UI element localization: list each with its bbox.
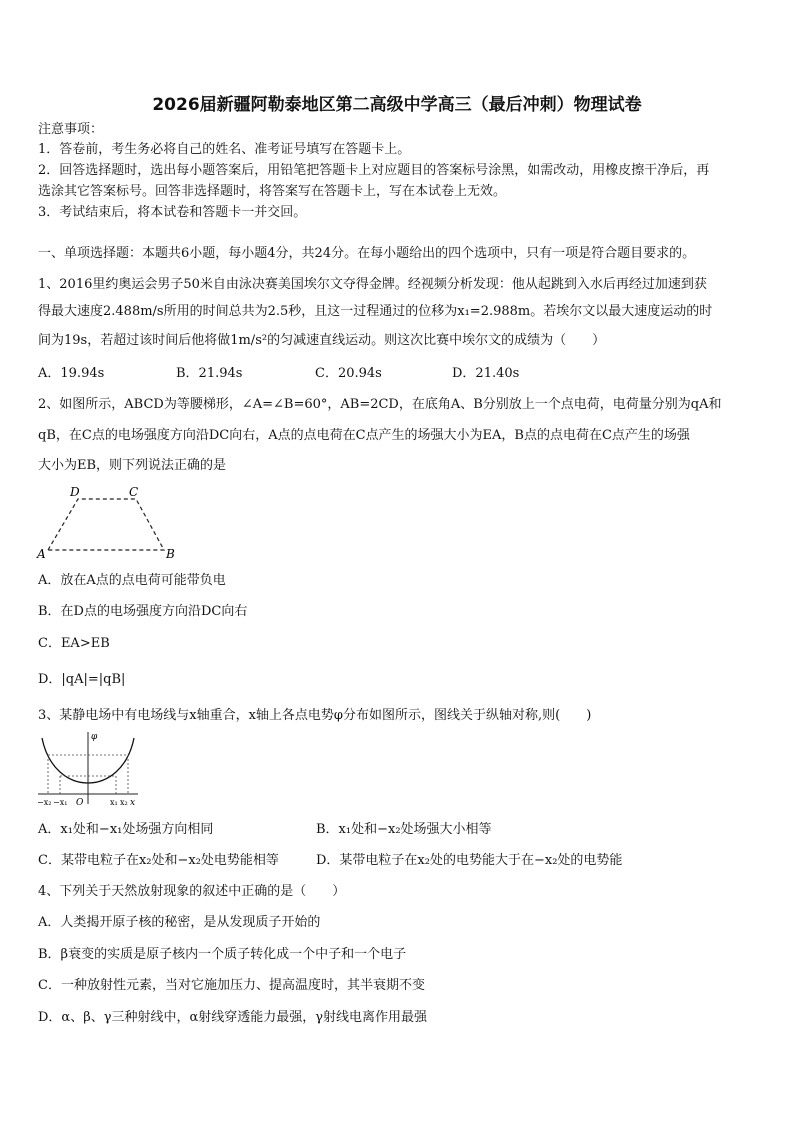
q2-option-a: A．放在A点的点电荷可能带负电 — [38, 573, 226, 588]
q1-option-d: D．21.40s — [452, 366, 520, 381]
q4-option-c: C．一种放射性元素，当对它施加压力、提高温度时，其半衰期不变 — [38, 978, 425, 993]
label-phi: φ — [91, 732, 98, 742]
question-3-text: 3、某静电场中有电场线与x轴重合，x轴上各点电势φ分布如图所示，图线关于纵轴对称,则( ) — [38, 708, 592, 723]
notice-heading: 注意事项： — [38, 122, 104, 137]
label-c: C — [129, 485, 139, 499]
notice-item: 1．答卷前，考生务必将自己的姓名、准考证号填写在答题卡上。 — [38, 142, 411, 157]
q2-option-c: C．EA>EB — [38, 636, 110, 651]
question-2-text: 大小为EB，则下列说法正确的是 — [38, 458, 227, 473]
q4-option-a: A．人类揭开原子核的秘密，是从发现质子开始的 — [38, 915, 321, 930]
section-heading: 一、单项选择题：本题共6小题，每小题4分，共24分。在每小题给出的四个选项中，只有一项是符合题目要求的。 — [38, 246, 696, 261]
notice-item: 2．回答选择题时，选出每小题答案后，用铅笔把答题卡上对应题目的答案标号涂黑，如需改动，用橡皮擦干净后，再 — [38, 163, 710, 178]
question-2-text: 2、如图所示，ABCD为等腰梯形，∠A=∠B=60°，AB=2CD，在底角A、B分别放上一个点电荷，电荷量分别为qA和 — [38, 397, 722, 412]
label-minus-x2: −x₂ — [37, 798, 52, 807]
label-d: D — [70, 485, 80, 499]
label-x2: x₂ — [120, 798, 128, 807]
q1-option-a: A．19.94s — [38, 366, 105, 381]
q3-option-d: D．某带电粒子在x₂处的电势能大于在−x₂处的电势能 — [316, 853, 623, 868]
q4-option-b: B．β衰变的实质是原子核内一个质子转化成一个中子和一个电子 — [38, 947, 407, 962]
label-x1: x₁ — [110, 798, 118, 807]
label-minus-x1: −x₁ — [53, 798, 68, 807]
page-title: 2026届新疆阿勒泰地区第二高级中学高三（最后冲刺）物理试卷 — [152, 95, 642, 115]
question-1-text: 1、2016里约奥运会男子50米自由泳决赛美国埃尔文夺得金牌。经视频分析发现：他从起跳到入水后再经过加速到获 — [38, 277, 707, 292]
label-b: B — [166, 547, 175, 560]
question-4-text: 4、下列关于天然放射现象的叙述中正确的是（ ） — [38, 884, 346, 899]
label-a: A — [37, 547, 46, 560]
q2-option-d: D．|qA|=|qB| — [38, 672, 126, 687]
q1-option-b: B．21.94s — [176, 366, 243, 381]
question-1-text: 间为19s，若超过该时间后他将做1m/s²的匀减速直线运动。则这次比赛中埃尔文的成绩为（ ） — [38, 333, 606, 348]
question-1-text: 得最大速度2.488m/s所用的时间总共为2.5秒，且这一过程通过的位移为x₁=2.988m。若埃尔文以最大速度运动的时 — [38, 304, 713, 319]
question-2-text: qB，在C点的电场强度方向沿DC向右，A点的点电荷在C点产生的场强大小为EA，B点的点电荷在C点产生的场强 — [38, 428, 690, 443]
label-o: O — [76, 798, 84, 808]
q3-option-b: B．x₁处和−x₂处场强大小相等 — [316, 822, 492, 837]
trapezoid-figure — [36, 484, 186, 560]
q2-option-b: B．在D点的电场强度方向沿DC向右 — [38, 604, 248, 619]
q4-option-d: D．α、β、γ三种射线中，α射线穿透能力最强，γ射线电离作用最强 — [38, 1010, 428, 1025]
label-x: x — [130, 798, 136, 808]
potential-graph — [34, 728, 144, 810]
notice-item: 3．考试结束后，将本试卷和答题卡一并交回。 — [38, 205, 307, 220]
q3-option-c: C．某带电粒子在x₂处和−x₂处电势能相等 — [38, 853, 279, 868]
notice-item: 选涂其它答案标号。回答非选择题时，将答案写在答题卡上，写在本试卷上无效。 — [38, 184, 507, 199]
q1-option-c: C．20.94s — [315, 366, 382, 381]
q3-option-a: A．x₁处和−x₁处场强方向相同 — [38, 822, 214, 837]
